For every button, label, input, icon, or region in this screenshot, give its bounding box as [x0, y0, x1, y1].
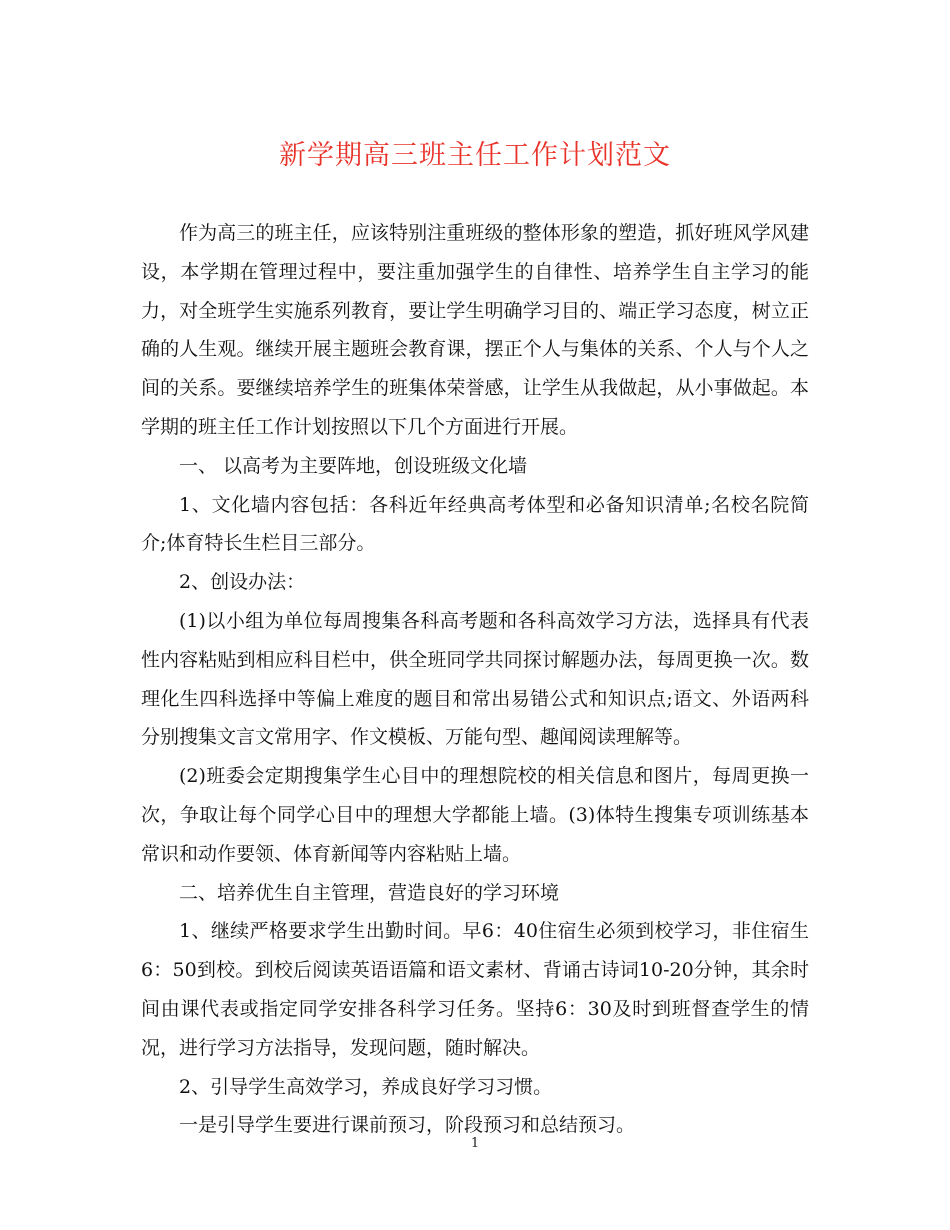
paragraph-intro: 作为高三的班主任，应该特别注重班级的整体形象的塑造，抓好班风学风建设，本学期在管理过程中，要注重加强学生的自律性、培养学生自主学习的能力，对全班学生实施系列教育，要让学生明确学习目的、端正学习态度，树立正确的人生观。继续开展主题班会教育课，摆正个人与集体的关系、个人与个人之间的关系。要继续培养学生的班集体荣誉感，让学生从我做起，从小事做起。本学期的班主任工作计划按照以下几个方面进行开展。	[141, 222, 809, 438]
page-number: 1	[470, 1136, 480, 1151]
section-heading-1: 一、 以高考为主要阵地，创设班级文化墙	[179, 454, 528, 477]
document-body	[141, 214, 809, 1145]
document-title: 新学期高三班主任工作计划范文	[279, 140, 671, 171]
paragraph-preview: 一是引导学生要进行课前预习，阶段预习和总结预习。	[179, 1114, 636, 1137]
paragraph-attendance: 1、继续严格要求学生出勤时间。早6：40住宿生必须到校学习，非住宿生6：50到校。到校后阅读英语语篇和语文素材、背诵古诗词10-20分钟，其余时间由课代表或指定同学安排各科学习任务。坚持6：30及时到班督查学生的情况，进行学习方法指导，发现问题，随时解决。	[141, 920, 809, 1059]
paragraph-methods-heading: 2、创设办法：	[179, 571, 306, 594]
paragraph-method-1: (1)以小组为单位每周搜集各科高考题和各科高效学习方法，选择具有代表性内容粘贴到相应科目栏中，供全班同学共同探讨解题办法，每周更换一次。数理化生四科选择中等偏上难度的题目和常出易错公式和知识点;语文、外语两科分别搜集文言文常用字、作文模板、万能句型、趣闻阅读理解等。	[141, 609, 809, 749]
paragraph-culture-wall-content: 1、文化墙内容包括：各科近年经典高考体型和必备知识清单;名校名院简介;体育特长生栏目三部分。	[141, 493, 809, 555]
section-heading-2: 二、培养优生自主管理，营造良好的学习环境	[179, 881, 560, 904]
paragraph-efficient-study: 2、引导学生高效学习，养成良好学习习惯。	[179, 1075, 553, 1098]
paragraph-method-2-3: (2)班委会定期搜集学生心目中的理想院校的相关信息和图片，每周更换一次，争取让每个同学心目中的理想大学都能上墙。(3)体特生搜集专项训练基本常识和动作要领、体育新闻等内容粘贴上墙。	[141, 765, 809, 865]
